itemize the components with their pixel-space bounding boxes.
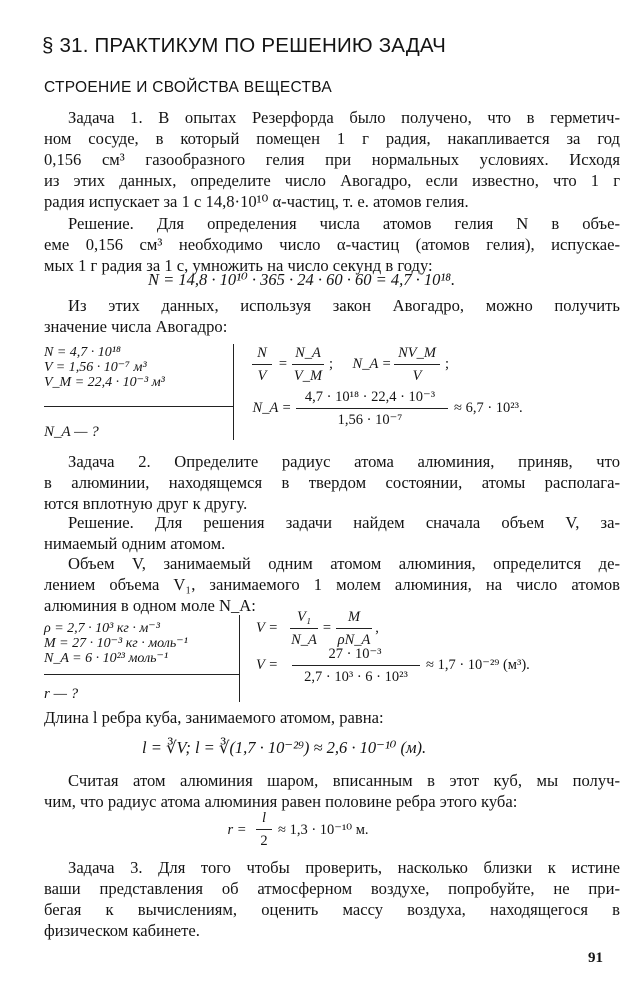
fraction-bar [394,364,440,365]
section-title: § 31. ПРАКТИКУМ ПО РЕШЕНИЮ ЗАДАЧ [42,34,447,57]
eq-den: 1,56 · 10⁻⁷ [337,412,403,428]
eq-num: l [261,810,267,826]
fraction-bar [256,829,272,830]
task1-line-2: ном сосуде, в который помещен 1 г радия, накапливается за год [44,129,620,148]
eq-lhs: r = [227,822,247,838]
given-vertical-rule [239,615,240,702]
task2-volume-line-1: Объем V, занимаемый одним атомом алюминия, определится де- [68,554,620,573]
eq-result: ≈ 1,7 · 10⁻²⁹ (м³). [426,657,530,673]
given-item: ρ = 2,7 · 10³ кг · м⁻³ [44,621,160,636]
given-item: N = 4,7 · 10¹⁸ [44,345,121,360]
task1-solution-line-2: еме 0,156 см³ необходимо число α-частиц (атомов гелия), испускае- [44,235,620,254]
task1-line-3: 0,156 см³ газообразного гелия при нормальных условиях. Исходя [44,150,620,169]
given-item: M = 27 · 10⁻³ кг · моль⁻¹ [44,636,188,651]
eq-den: ρN_A [337,632,371,648]
task1-line-1: Задача 1. В опытах Резерфорда было получено, что в герметич- [68,108,620,127]
eq-num: N [257,345,267,361]
eq-num: 4,7 · 10¹⁸ · 22,4 · 10⁻³ [304,389,436,405]
unknown-value: N_A — ? [44,424,99,440]
eq-result: ≈ 6,7 · 10²³. [454,400,523,416]
task3-line-3: бегая к вычислениям, оценить массу воздуха, находящегося в [44,900,620,919]
fraction-bar [296,408,448,409]
task2-volume-line-3: алюминия в одном моле N_A: [44,596,256,615]
eq-lhs: V = [256,620,279,636]
given-item: N_A = 6 · 10²³ моль⁻¹ [44,651,169,666]
fraction-bar [252,364,272,365]
task2-line-2: в алюминии, находящемся в твердом состоянии, атомы располага- [44,473,620,492]
task2-sphere-line-2: чим, что радиус атома алюминия равен половине ребра этого куба: [44,792,518,811]
task2-solution-line-1: Решение. Для решения задачи найдем сначала объем V, за- [68,513,620,532]
eq-lhs: N_A = [252,400,292,416]
task2-line-1: Задача 2. Определите радиус атома алюминия, приняв, что [68,452,620,471]
task1-after-line-1: Из этих данных, используя закон Авогадро, можно получить [68,296,620,315]
eq-lhs: N_A = [352,356,392,372]
eq-den: 2,7 · 10³ · 6 · 10²³ [304,669,408,685]
eq-num: M [347,609,361,625]
eq-result: ≈ 1,3 · 10⁻¹⁰ м. [278,822,369,838]
page-number: 91 [588,950,603,966]
fraction-bar [292,364,324,365]
eq-den: V [257,368,267,384]
eq-num: 27 · 10⁻³ [328,646,382,662]
task2-volume-line-2: лением объема V₁, занимаемого 1 молем алюминия, на число атомов [44,575,620,594]
task3-line-1: Задача 3. Для того чтобы проверить, насколько близки к истине [68,858,620,877]
task1-line-5: радия испускает за 1 с 14,8·10¹⁰ α-частиц, т. е. атомов гелия. [44,192,469,211]
task2-solution-line-2: нимаемый одним атомом. [44,534,226,553]
task1-after-line-2: значение числа Авогадро: [44,317,228,336]
fraction-bar [336,628,372,629]
given-divider [44,674,240,675]
task1-line-4: из этих данных, определите число Авогадро, если известно, что 1 г [44,171,620,190]
given-item: V_M = 22,4 · 10⁻³ м³ [44,375,165,390]
eq-den: V_M [293,368,323,384]
subsection-title: СТРОЕНИЕ И СВОЙСТВА ВЕЩЕСТВА [44,79,333,96]
unknown-value: r — ? [44,686,79,702]
textbook-page: § 31. ПРАКТИКУМ ПО РЕШЕНИЮ ЗАДАЧ СТРОЕНИЕ И СВОЙСТВА ВЕЩЕСТВА Задача 1. В опытах Резерфорда было получено, что в герметич- ном сосуде, в который помещен 1 г радия, накапливается за год 0,156 см³ газообразного гелия при нормальных условиях. Исходя из этих данных, определите число Авогадро, если известно, что 1 г радия испускает за 1 с 14,8·10¹⁰ α-частиц, т. е. атомов гелия. Решение. Для определения числа атомов гелия N в объе- еме 0,156 см³ необходимо число α-частиц (атомов гелия), испускае- мых 1 г радия за 1 с, умножить на число секунд в году: N = 14,8 · 10¹⁰ · 365 · 24 · 60 · 60 = 4,7 · 10¹⁸. Из этих данных, используя закон Авогадро, можно получить значение числа Авогадро: N = 4,7 · 10¹⁸ V = 1,56 · 10⁻⁷ м³ V_M = 22,4 · 10⁻³ м³ N_A — ? N V = N_A V_M ; N_A = NV_M V ; N_A = 4,7 · 10¹⁸ · 22,4 · 10⁻³ 1,56 · 10⁻⁷ ≈ 6,7 · 10²³. Задача 2. Определите радиус атома алюминия, приняв, что в алюминии, находящемся в твердом состоянии, атомы располага- ются вплотную друг к другу. Решение. Для решения задачи найдем сначала объем V, за- нимаемый одним атомом. Объем V, занимаемый одним атомом алюминия, определится де- лением объема V₁, занимаемого 1 молем алюминия, на число атомов алюминия в одном моле N_A: ρ = 2,7 · 10³ кг · м⁻³ M = 27 · 10⁻³ кг · моль⁻¹ N_A = 6 · 10²³ моль⁻¹ r — ? V = V₁ N_A = M ρN_A , V = 27 · 10⁻³ 2,7 · 10³ · 6 · 10²³ ≈ 1,7 · 10⁻²⁹ (м³). Длина l ребра куба, занимаемого атомом, равна: l = ∛V; l = ∛(1,7 · 10⁻²⁹) ≈ 2,6 · 10⁻¹⁰ (м). Считая атом алюминия шаром, вписанным в этот куб, мы получ- чим, что радиус атома алюминия равен половине ребра этого куба: r = l 2 ≈ 1,3 · 10⁻¹⁰ м. Задача 3. Для того чтобы проверить, насколько близки к истине ваши представления об атмосферном воздухе, попробуйте, не при- бегая к вычислениям, оценить массу воздуха, находящегося в физическом кабинете. 91 [42,34,620,966]
eq-lhs: V = [256,657,279,673]
eq-num: V₁ [297,609,311,625]
formula-N: N = 14,8 · 10¹⁰ · 365 · 24 · 60 · 60 = 4,7 · 10¹⁸. [148,270,456,289]
given-vertical-rule [233,344,234,440]
task3-line-4: физическом кабинете. [44,921,200,940]
fraction-bar [292,665,420,666]
given-item: V = 1,56 · 10⁻⁷ м³ [44,360,147,375]
eq-num: NV_M [398,345,436,361]
eq-den: N_A [291,632,317,648]
eq-den: 2 [260,833,268,849]
fraction-bar [290,628,318,629]
eq-den: V [412,368,422,384]
task3-line-2: ваши представления об атмосферном воздухе, попробуйте, не при- [44,879,620,898]
edge-formula: l = ∛V; l = ∛(1,7 · 10⁻²⁹) ≈ 2,6 · 10⁻¹⁰ (м). [142,738,427,757]
task2-sphere-line-1: Считая атом алюминия шаром, вписанным в этот куб, мы получ- [68,771,620,790]
eq-num: N_A [295,345,321,361]
task1-solution-line-1: Решение. Для определения числа атомов гелия N в объе- [68,214,620,233]
given-divider [44,406,234,407]
task1-solution-line-3: мых 1 г радия за 1 с, умножить на число секунд в году: [44,256,433,275]
task2-line-3: ются вплотную друг к другу. [44,494,248,513]
task2-edge-text: Длина l ребра куба, занимаемого атомом, равна: [44,708,384,727]
